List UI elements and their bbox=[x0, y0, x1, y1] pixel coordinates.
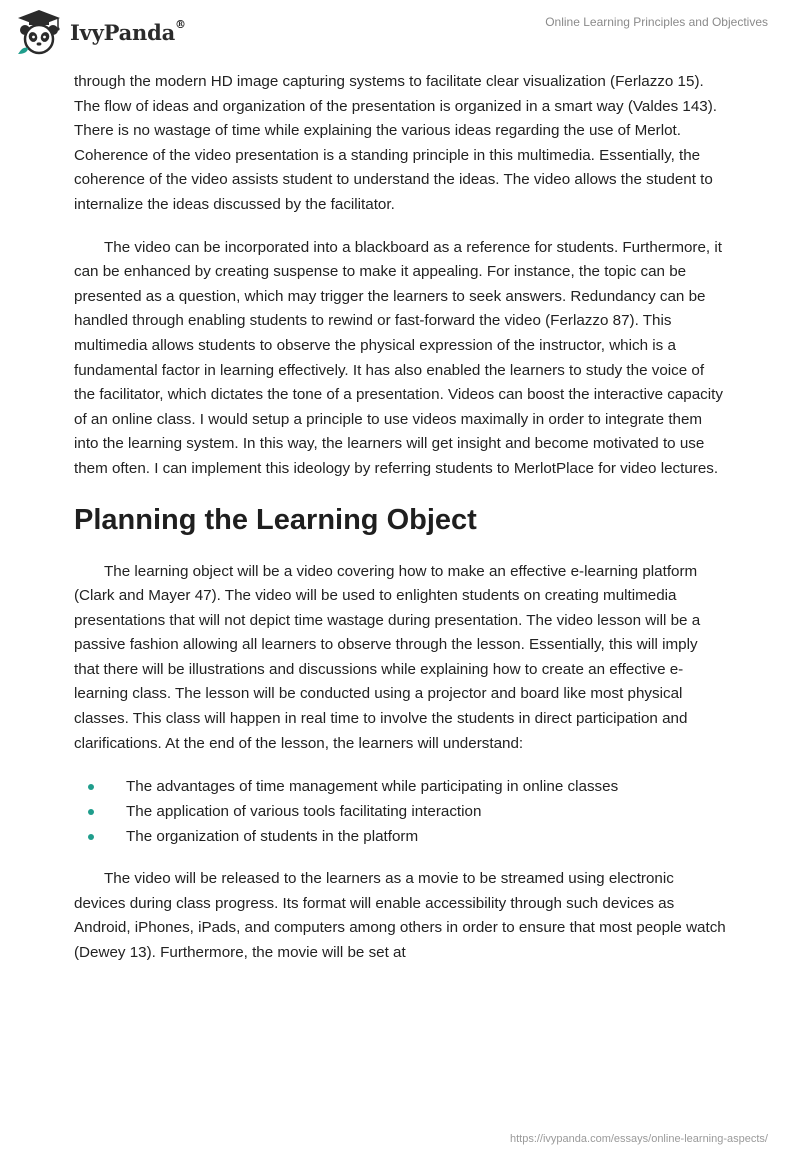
list-item bbox=[74, 824, 726, 849]
source-url[interactable]: https://ivypanda.com/essays/online-learning-aspects/ bbox=[509, 1133, 768, 1145]
list-item-text: The application of various tools facilitating interaction bbox=[126, 803, 482, 821]
panda-graduate-icon bbox=[14, 8, 64, 56]
bullet-icon bbox=[88, 784, 94, 790]
list-item-text: The advantages of time management while participating in online classes bbox=[126, 778, 619, 796]
bullet-icon bbox=[88, 834, 94, 840]
ivypanda-logo[interactable] bbox=[14, 8, 186, 56]
list-item bbox=[74, 799, 726, 824]
logo-wordmark: IvyPanda® bbox=[70, 17, 186, 45]
document-title: Online Learning Principles and Objectives bbox=[545, 15, 768, 29]
essay-body bbox=[74, 70, 726, 966]
paragraph-video-release: The video will be released to the learners as a movie to be streamed using electronic devices during class progress. Its format will enable accessibility through such devices as Android, iPhones, iPads, and computers among others in order to ensure that most people watch (Dewey 13). Furthermore, the movie will be set at bbox=[74, 870, 726, 962]
page-header bbox=[0, 0, 800, 66]
list-item bbox=[74, 774, 726, 799]
list-item-text: The organization of students in the platform bbox=[126, 828, 419, 846]
paragraph-video-blackboard: The video can be incorporated into a blackboard as a reference for students. Furthermore, it can be enhanced by creating suspense to make it appealing. For instance, the topic can be presented as a question, which may trigger the learners to seek answers. Redundancy can be handled through enabling students to rewind or fast-forward the video (Ferlazzo 87). This multimedia allows students to observe the physical expression of the instructor, which is a fundamental factor in learning effectively. It has also enabled the learners to study the voice of the facilitator, which dictates the tone of a presentation. Videos can boost the interactive capacity of an online class. I would setup a principle to use videos maximally in order to integrate them into the learning system. In this way, the learners will get insight and become motivated to use them often. I can implement this ideology by referring students to MerlotPlace for video lectures. bbox=[74, 238, 723, 477]
section-heading: Planning the Learning Object bbox=[74, 503, 477, 536]
paragraph-continued: through the modern HD image capturing systems to facilitate clear visualization (Ferlazzo 15). The flow of ideas and organization of the presentation is organized in a smart way (Valdes 143). There is no wastage of time while explaining the various ideas regarding the use of Merlot. Coherence of the video presentation is a standing principle in this multimedia. Essentially, the coherence of the video assists student to understand the ideas. The video allows the student to internalize the ideas discussed by the facilitator. bbox=[74, 73, 718, 213]
bullet-icon bbox=[88, 809, 94, 815]
outcomes-list bbox=[74, 774, 726, 849]
paragraph-learning-object: The learning object will be a video covering how to make an effective e-learning platform (Clark and Mayer 47). The video will be used to enlighten students on creating multimedia presentations that will not depict time wastage during presentation. The video lesson will be a passive fashion allowing all learners to observe through the lesson. Essentially, this will imply that there will be illustrations and discussions while explaining how to create an effective e-learning class. The lesson will be conducted using a projector and board like most physical classes. This class will happen in real time to involve the students in direct participation and clarifications. At the end of the lesson, the learners will understand: bbox=[74, 562, 701, 752]
